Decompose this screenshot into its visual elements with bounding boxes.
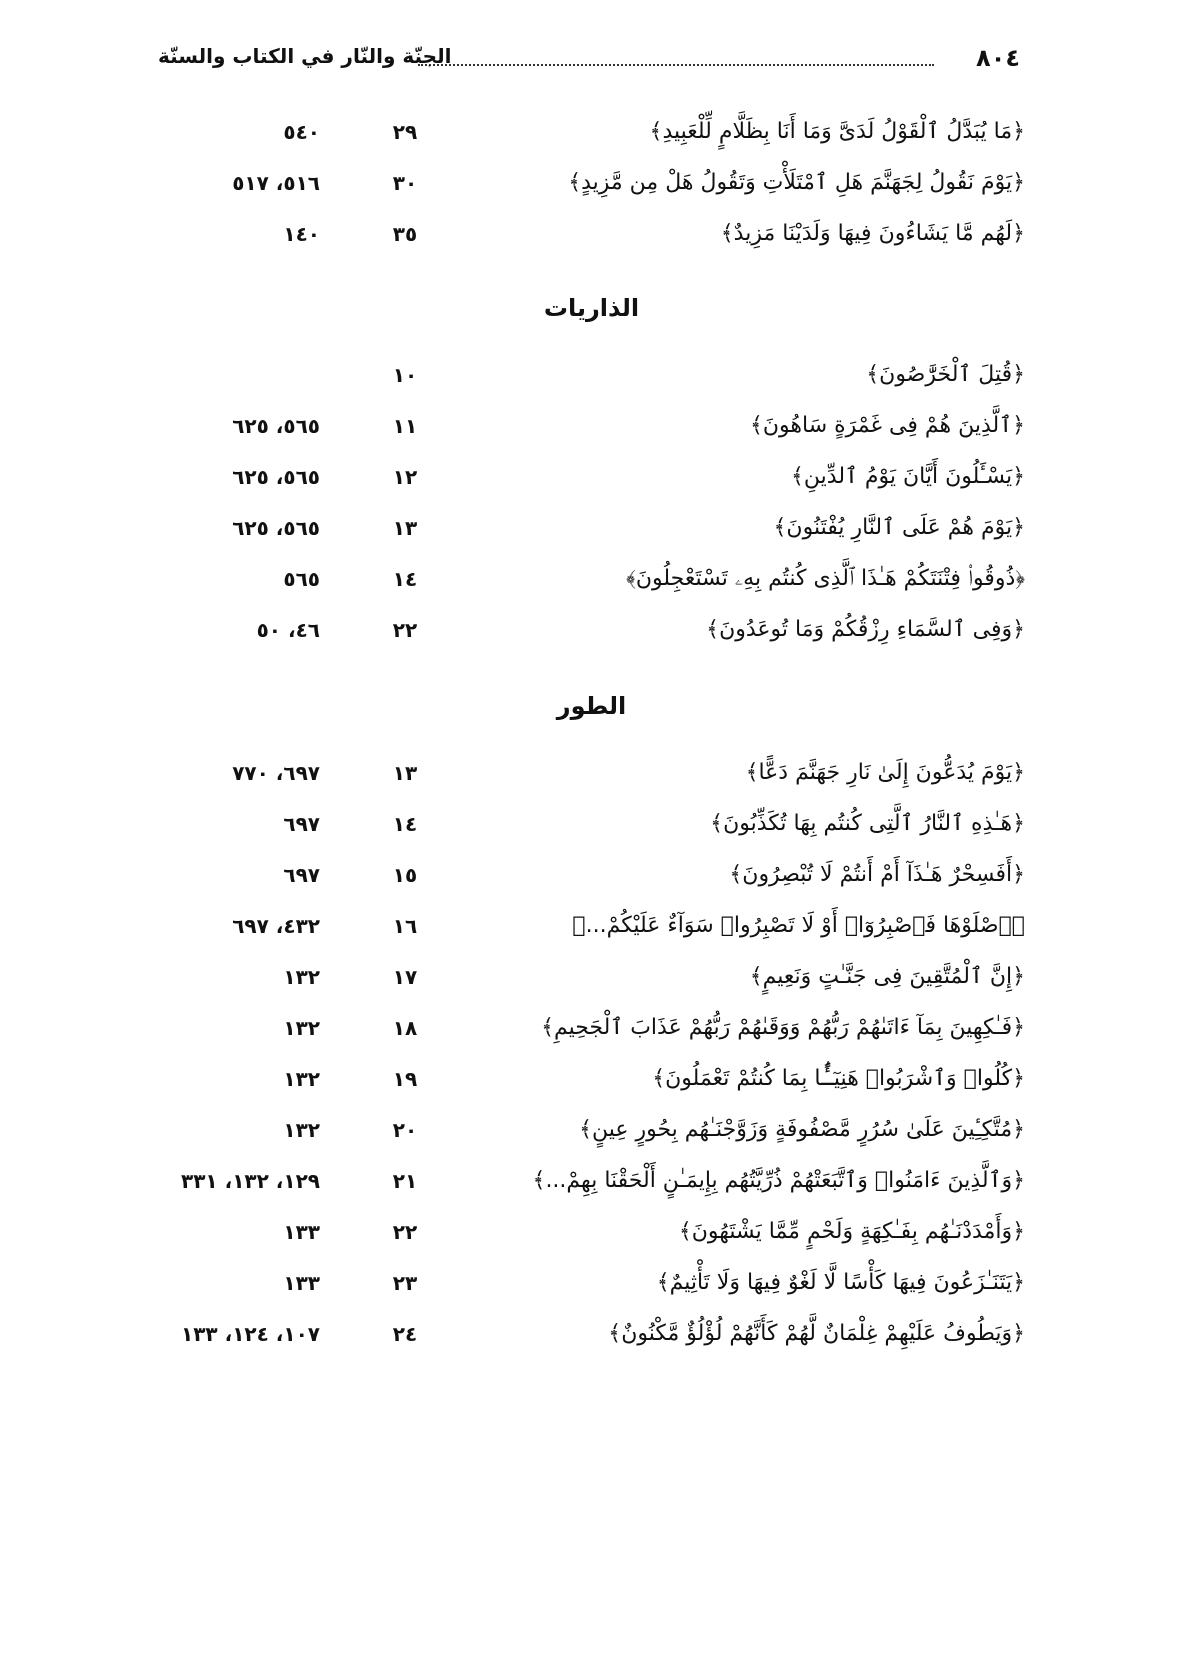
- verse-number: ١٥: [392, 863, 418, 887]
- index-row: [140, 855, 1025, 895]
- verse-number: ٢٢: [392, 618, 418, 642]
- page-references: ١٣٣: [283, 1271, 320, 1295]
- verse-number: ١١: [392, 414, 418, 438]
- page-references: ١٠٧، ١٢٤، ١٣٣: [181, 1322, 320, 1346]
- verse-number: ١٦: [392, 914, 418, 938]
- page-number: ٨٠٤: [976, 44, 1020, 72]
- verse-number: ١٣: [392, 761, 418, 785]
- verse-text: ﴿وَيَطُوفُ عَلَيْهِمْ غِلْمَانٌ لَّهُمْ كَأَنَّهُمْ لُؤْلُؤٌ مَّكْنُونٌ﴾: [608, 1321, 1025, 1346]
- verse-text: ﴿وَفِى ٱلسَّمَاءِ رِزْقُكُمْ وَمَا تُوعَدُونَ﴾: [706, 617, 1025, 642]
- running-book-title: الجنّة والنّار في الكتاب والسنّة: [158, 44, 452, 68]
- verse-number: ٣٠: [392, 171, 418, 195]
- verse-number: ١٩: [392, 1067, 418, 1091]
- index-row: [140, 1263, 1025, 1303]
- index-row: [140, 112, 1025, 152]
- verse-text: ﴿مُتَّكِـِٔينَ عَلَىٰ سُرُرٍ مَّصْفُوفَةٍ وَزَوَّجْنَـٰهُم بِحُورٍ عِينٍ﴾: [579, 1117, 1025, 1142]
- index-row: [140, 753, 1025, 793]
- index-row: [140, 214, 1025, 254]
- verse-number: ١٣: [392, 516, 418, 540]
- header-dot-leader: [418, 64, 934, 66]
- page-header: [158, 42, 1020, 82]
- verse-text: ﴿وَٱلَّذِينَ ءَامَنُوا۟ وَٱتَّبَعَتْهُمْ ذُرِّيَّتُهُم بِإِيمَـٰنٍ أَلْحَقْنَا بِهِمْ...﴾: [532, 1168, 1025, 1193]
- index-row: [140, 355, 1025, 395]
- verse-number: ١٤: [392, 567, 418, 591]
- verse-number: ٢٣: [392, 1271, 418, 1295]
- page-references: ١٣٢: [283, 1016, 320, 1040]
- page-references: ٦٩٧: [283, 863, 320, 887]
- index-row: [140, 1314, 1025, 1354]
- verse-text: ﴿أَفَسِحْرٌ هَـٰذَآ أَمْ أَنتُمْ لَا تُبْصِرُونَ﴾: [729, 862, 1025, 887]
- index-row: [140, 457, 1025, 497]
- page-references: ١٢٩، ١٣٢، ٣٣١: [181, 1169, 320, 1193]
- surah-heading: الذاريات: [543, 294, 640, 322]
- verse-text: ﴿لَهُم مَّا يَشَاءُونَ فِيهَا وَلَدَيْنَا مَزِيدٌ﴾: [720, 221, 1025, 246]
- verse-text: ﴿كُلُوا۟ وَٱشْرَبُوا۟ هَنِيٓـًٔۢا بِمَا كُنتُمْ تَعْمَلُونَ﴾: [652, 1066, 1025, 1091]
- verse-number: ٢٠: [392, 1118, 418, 1142]
- index-row: [140, 957, 1025, 997]
- verse-text: ﴿إِنَّ ٱلْمُتَّقِينَ فِى جَنَّـٰتٍ وَنَعِيمٍ﴾: [749, 964, 1025, 989]
- page-references: ٤٦، ٥٠: [256, 618, 320, 642]
- verse-text: ﴿يَوْمَ هُمْ عَلَى ٱلنَّارِ يُفْتَنُونَ﴾: [773, 515, 1025, 540]
- verse-text: ﴿ٱلَّذِينَ هُمْ فِى غَمْرَةٍ سَاهُونَ﴾: [749, 413, 1025, 438]
- page-references: ٤٣٢، ٦٩٧: [232, 914, 320, 938]
- index-row: [140, 1008, 1025, 1048]
- page-references: ٥٤٠: [283, 120, 320, 144]
- page-references: ١٤٠: [283, 222, 320, 246]
- index-row: [140, 508, 1025, 548]
- verse-text: ﴿ذُوقُوا۟ فِتْنَتَكُمْ هَـٰذَا ٱلَّذِى كُنتُم بِهِۦ تَسْتَعْجِلُونَ﴾: [626, 566, 1025, 591]
- verse-number: ١٤: [392, 812, 418, 836]
- verse-text: ﴿يَسْـَٔلُونَ أَيَّانَ يَوْمُ ٱلدِّينِ﴾: [791, 464, 1025, 489]
- index-row: [140, 406, 1025, 446]
- verse-text: ﴿قُتِلَ ٱلْخَرَّٰصُونَ﴾: [866, 362, 1025, 387]
- verse-number: ٢٢: [392, 1220, 418, 1244]
- index-row: [140, 906, 1025, 946]
- verse-text: ﴿مَا يُبَدَّلُ ٱلْقَوْلُ لَدَىَّ وَمَا أَنَا بِظَلَّامٍ لِّلْعَبِيدِ﴾: [649, 119, 1025, 144]
- verse-text: ﴿يَوْمَ يُدَعُّونَ إِلَىٰ نَارِ جَهَنَّمَ دَعًّا﴾: [745, 760, 1025, 785]
- verse-number: ١٨: [392, 1016, 418, 1040]
- page-references: ٥١٦، ٥١٧: [232, 171, 320, 195]
- verse-text: ﴿فَـٰكِهِينَ بِمَآ ءَاتَىٰهُمْ رَبُّهُمْ وَوَقَىٰهُمْ رَبُّهُمْ عَذَابَ ٱلْجَحِيمِ﴾: [541, 1015, 1025, 1040]
- page-references: ٥٦٥، ٦٢٥: [232, 516, 320, 540]
- verse-number: ١٢: [392, 465, 418, 489]
- page-references: ١٣٢: [283, 965, 320, 989]
- page-references: ١٣٢: [283, 1118, 320, 1142]
- page-references: ٦٩٧: [283, 812, 320, 836]
- verse-text: ﴿وَأَمْدَدْنَـٰهُم بِفَـٰكِهَةٍ وَلَحْمٍ مِّمَّا يَشْتَهُونَ﴾: [678, 1219, 1025, 1244]
- index-row: [140, 559, 1025, 599]
- verse-text: ﴿يَتَنَـٰزَعُونَ فِيهَا كَأْسًا لَّا لَغْوٌ فِيهَا وَلَا تَأْثِيمٌ﴾: [656, 1270, 1025, 1295]
- index-row: [140, 163, 1025, 203]
- page-references: ٦٩٧، ٧٧٠: [232, 761, 320, 785]
- index-row: [140, 610, 1025, 650]
- verse-number: ١٠: [392, 363, 418, 387]
- page-references: ٥٦٥، ٦٢٥: [232, 465, 320, 489]
- verse-text: ﴿ٱصْلَوْهَا فَٱصْبِرُوٓا۟ أَوْ لَا تَصْبِرُوا۟ سَوَآءٌ عَلَيْكُمْ...﴾: [572, 913, 1025, 938]
- verse-number: ٢١: [392, 1169, 418, 1193]
- index-row: [140, 1161, 1025, 1201]
- verse-text: ﴿يَوْمَ نَقُولُ لِجَهَنَّمَ هَلِ ٱمْتَلَأْتِ وَتَقُولُ هَلْ مِن مَّزِيدٍ﴾: [568, 170, 1025, 195]
- verse-number: ١٧: [392, 965, 418, 989]
- page-references: ١٣٢: [283, 1067, 320, 1091]
- index-row: [140, 804, 1025, 844]
- page-references: ١٣٣: [283, 1220, 320, 1244]
- verse-number: ٢٩: [392, 120, 418, 144]
- page-references: ٥٦٥: [283, 567, 320, 591]
- verse-text: ﴿هَـٰذِهِ ٱلنَّارُ ٱلَّتِى كُنتُم بِهَا تُكَذِّبُونَ﴾: [710, 811, 1025, 836]
- verse-number: ٢٤: [392, 1322, 418, 1346]
- index-row: [140, 1110, 1025, 1150]
- index-row: [140, 1212, 1025, 1252]
- verse-number: ٣٥: [392, 222, 418, 246]
- surah-heading: الطور: [556, 692, 627, 720]
- page-references: ٥٦٥، ٦٢٥: [232, 414, 320, 438]
- index-row: [140, 1059, 1025, 1099]
